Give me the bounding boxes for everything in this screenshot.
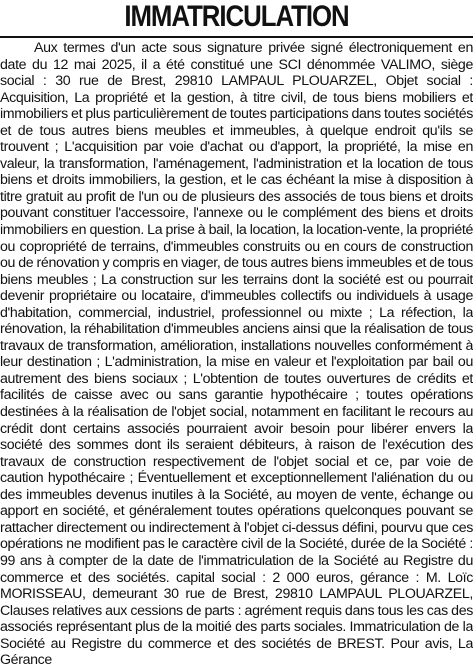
notice-title: IMMATRICULATION <box>124 0 349 33</box>
notice-body: Aux termes d'un acte sous signature privée signé électroniquement en date du 12 mai 2025, il a été constitué une SCI dénommée VALIMO, siège social : 30 rue de Brest, 29810 LAMPAUL PLOUARZEL, Objet social : Acquisition, La propriété et la gestion, à titre civil, de tous biens mobiliers et immobiliers et plus particulièrement de toutes participations dans toutes sociétés et de tous autres biens meubles et immeubles, à quelque endroit qu'ils se trouvent ; L'acquisition par voie d'achat ou d'apport, la propriété, la mise en valeur, la transformation, l'aménagement, l'administration et la location de tous biens et droits immobiliers, la gestion, et le cas échéant la mise à disposition à titre gratuit au profit de l'un ou de plusieurs des associés de tous biens et droits pouvant constituer l'accessoire, l'annexe ou le complément des biens et droits immobiliers en question. La prise à bail, la location, la location-vente, la propriété ou copropriété de terrains, d'immeubles construits ou en cours de construction ou de rénovation y compris en viager, de tous autres biens immeubles et de tous biens meubles ; La construction sur les terrains dont la société est ou pourrait devenir propriétaire ou locataire, d'immeubles collectifs ou individuels à usage d'habitation, commercial, industriel, professionnel ou mixte ; La réfection, la rénovation, la réhabilitation d'immeubles anciens ainsi que la réalisation de tous travaux de transformation, amélioration, installations nouvelles conformément à leur destination ; L'administration, la mise en valeur et l'exploitation par bail ou autrement des biens sociaux ; L'obtention de toutes ouvertures de crédits et facilités de caisse avec ou sans garantie hypothécaire ; toutes opérations destinées à la réalisation de l'objet social, notamment en facilitant le recours au crédit dont certains associés pourraient avoir besoin pour libérer envers la société des sommes dont ils seraient débiteurs, à raison de l'exécution des travaux de construction respectivement de l'objet social et ce, par voie de caution hypothécaire ; Éventuellement et exceptionnellement l'aliénation du ou des immeubles devenus inutiles à la Société, au moyen de vente, échange ou apport en société, et généralement toutes opérations quelconques pouvant se rattacher directement ou indirectement à l'objet ci-dessus défini, pourvu que ces opérations ne modifient pas le caractère civil de la Société, durée de la Société : 99 ans à compter de la date de l'immatriculation de la Société au Registre du commerce et des sociétés. capital social : 2 000 euros, gérance : M. Loïc MORISSEAU, demeurant 30 rue de Brest, 29810 LAMPAUL PLOUARZEL, Clauses relatives aux cessions de parts : agrément requis dans tous les cas des associés représentant plus de la moitié des parts sociales. Immatriculation de la Société au Registre du commerce et des sociétés de BREST. Pour avis, La Gérance <box>0 40 473 669</box>
title-divider <box>0 36 473 38</box>
